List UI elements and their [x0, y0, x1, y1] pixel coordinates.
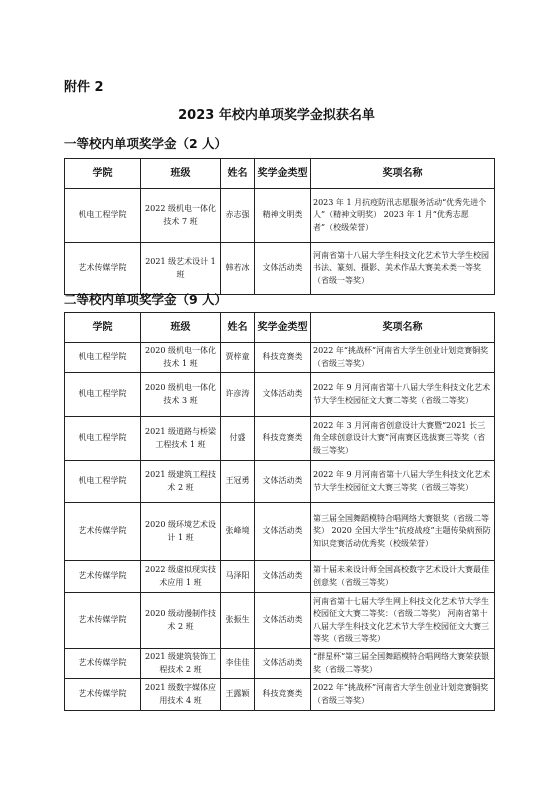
table-row: [65, 461, 495, 503]
cell-award: 2022 年 9 月河南省第十八届大学生科技文化艺术节大学生校园征文大赛二等奖（省级二等奖）: [311, 373, 495, 417]
cell-class: 2021 级数字媒体应用技术 4 班: [141, 679, 221, 711]
cell-name: 贾梓童: [221, 343, 255, 373]
cell-award: 2022 年 9 月河南省第十八届大学生科技文化艺术节大学生校园征文大赛三等奖（省级三等奖）: [311, 461, 495, 503]
document-title: 2023 年校内单项奖学金拟获名单: [178, 108, 375, 123]
cell-name: 王露颖: [221, 679, 255, 711]
table-row: [65, 561, 495, 593]
cell-type: 文体活动类: [255, 461, 311, 503]
cell-name: 许彦涛: [221, 373, 255, 417]
cell-class: 2022 级机电一体化技术 7 班: [141, 189, 221, 243]
cell-name: 李佳佳: [221, 649, 255, 679]
header-type: 奖学金类型: [255, 159, 311, 189]
header-name: 姓名: [221, 159, 255, 189]
cell-class: 2021 级建筑装饰工程技术 2 班: [141, 649, 221, 679]
table-row: [65, 243, 495, 295]
second-class-table: [64, 312, 495, 711]
cell-type: 科技竞赛类: [255, 417, 311, 461]
cell-type: 文体活动类: [255, 593, 311, 649]
cell-type: 文体活动类: [255, 649, 311, 679]
cell-type: 精神文明类: [255, 189, 311, 243]
header-class: 班级: [141, 159, 221, 189]
cell-college: 机电工程学院: [65, 189, 141, 243]
table-header-row: [65, 313, 495, 343]
cell-name: 付盛: [221, 417, 255, 461]
cell-name: 韩若冰: [221, 243, 255, 295]
cell-award: 2022 年“挑战杯”河南省大学生创业计划竞赛铜奖（省级三等奖）: [311, 679, 495, 711]
table-row: [65, 593, 495, 649]
cell-college: 艺术传媒学院: [65, 679, 141, 711]
table-row: [65, 417, 495, 461]
header-name: 姓名: [221, 313, 255, 343]
cell-name: 赤志强: [221, 189, 255, 243]
cell-college: 机电工程学院: [65, 417, 141, 461]
cell-award: 2022 年“挑战杯”河南省大学生创业计划竞赛铜奖（省级三等奖）: [311, 343, 495, 373]
cell-name: 马泽阳: [221, 561, 255, 593]
cell-type: 科技竞赛类: [255, 343, 311, 373]
cell-class: 2020 级环境艺术设计 1 班: [141, 503, 221, 561]
first-class-table: [64, 158, 495, 295]
table-row: [65, 189, 495, 243]
cell-name: 张振生: [221, 593, 255, 649]
cell-class: 2020 级机电一体化技术 3 班: [141, 373, 221, 417]
cell-college: 艺术传媒学院: [65, 593, 141, 649]
cell-award: 河南省第十七届大学生网上科技文化艺术节大学生校园征文大赛二等奖：（省级二等奖） 河南省第十八届大学生科技文化艺术节大学生校园征文大赛三等奖（省级三等奖）: [311, 593, 495, 649]
cell-college: 艺术传媒学院: [65, 503, 141, 561]
attachment-label: 附件 2: [64, 80, 104, 95]
section-heading-second-class: 二等校内单项奖学金（9 人）: [64, 292, 228, 307]
header-class: 班级: [141, 313, 221, 343]
cell-class: 2021 级建筑工程技术 2 班: [141, 461, 221, 503]
table-row: [65, 343, 495, 373]
cell-college: 机电工程学院: [65, 343, 141, 373]
cell-class: 2020 级动漫制作技术 2 班: [141, 593, 221, 649]
section-heading-first-class: 一等校内单项奖学金（2 人）: [64, 136, 228, 151]
cell-type: 文体活动类: [255, 503, 311, 561]
cell-college: 机电工程学院: [65, 461, 141, 503]
cell-name: 王冠勇: [221, 461, 255, 503]
cell-college: 机电工程学院: [65, 373, 141, 417]
cell-college: 艺术传媒学院: [65, 561, 141, 593]
cell-award: 2023 年 1 月抗疫防汛志愿服务活动“优秀先进个人”（精神文明奖） 2023 年 1 月“优秀志愿者”（校级荣誉）: [311, 189, 495, 243]
cell-type: 文体活动类: [255, 373, 311, 417]
cell-college: 艺术传媒学院: [65, 243, 141, 295]
table-row: [65, 503, 495, 561]
cell-award: 第三届全国舞蹈模特合唱网络大赛银奖（省级二等奖） 2020 全国大学生“抗疫战疫”主题传染病预防知识竞赛活动优秀奖（校级荣誉）: [311, 503, 495, 561]
cell-award: 第十届未来设计师全国高校数字艺术设计大赛最佳创意奖（省级三等奖）: [311, 561, 495, 593]
cell-award: 河南省第十八届大学生科技文化艺术节大学生校园书法、篆刻、摄影、美术作品大赛美术类一等奖（省级一等奖）: [311, 243, 495, 295]
cell-name: 张峰境: [221, 503, 255, 561]
cell-type: 科技竞赛类: [255, 679, 311, 711]
table-row: [65, 649, 495, 679]
cell-class: 2022 级虚拟现实技术应用 1 班: [141, 561, 221, 593]
cell-type: 文体活动类: [255, 561, 311, 593]
table-row: [65, 679, 495, 711]
header-award: 奖项名称: [311, 313, 495, 343]
header-college: 学院: [65, 159, 141, 189]
cell-college: 艺术传媒学院: [65, 649, 141, 679]
cell-class: 2021 级道路与桥梁工程技术 1 班: [141, 417, 221, 461]
table-header-row: [65, 159, 495, 189]
header-college: 学院: [65, 313, 141, 343]
cell-type: 文体活动类: [255, 243, 311, 295]
header-type: 奖学金类型: [255, 313, 311, 343]
cell-award: “群星杯”第三届全国舞蹈模特合唱网络大赛荣获银奖（省级二等奖）: [311, 649, 495, 679]
header-award: 奖项名称: [311, 159, 495, 189]
cell-class: 2021 级艺术设计 1 班: [141, 243, 221, 295]
table-row: [65, 373, 495, 417]
cell-class: 2020 级机电一体化技术 1 班: [141, 343, 221, 373]
cell-award: 2022 年 3 月河南省创意设计大赛暨“2021 长三角全球创意设计大赛”河南赛区选拔赛三等奖（省级三等奖）: [311, 417, 495, 461]
